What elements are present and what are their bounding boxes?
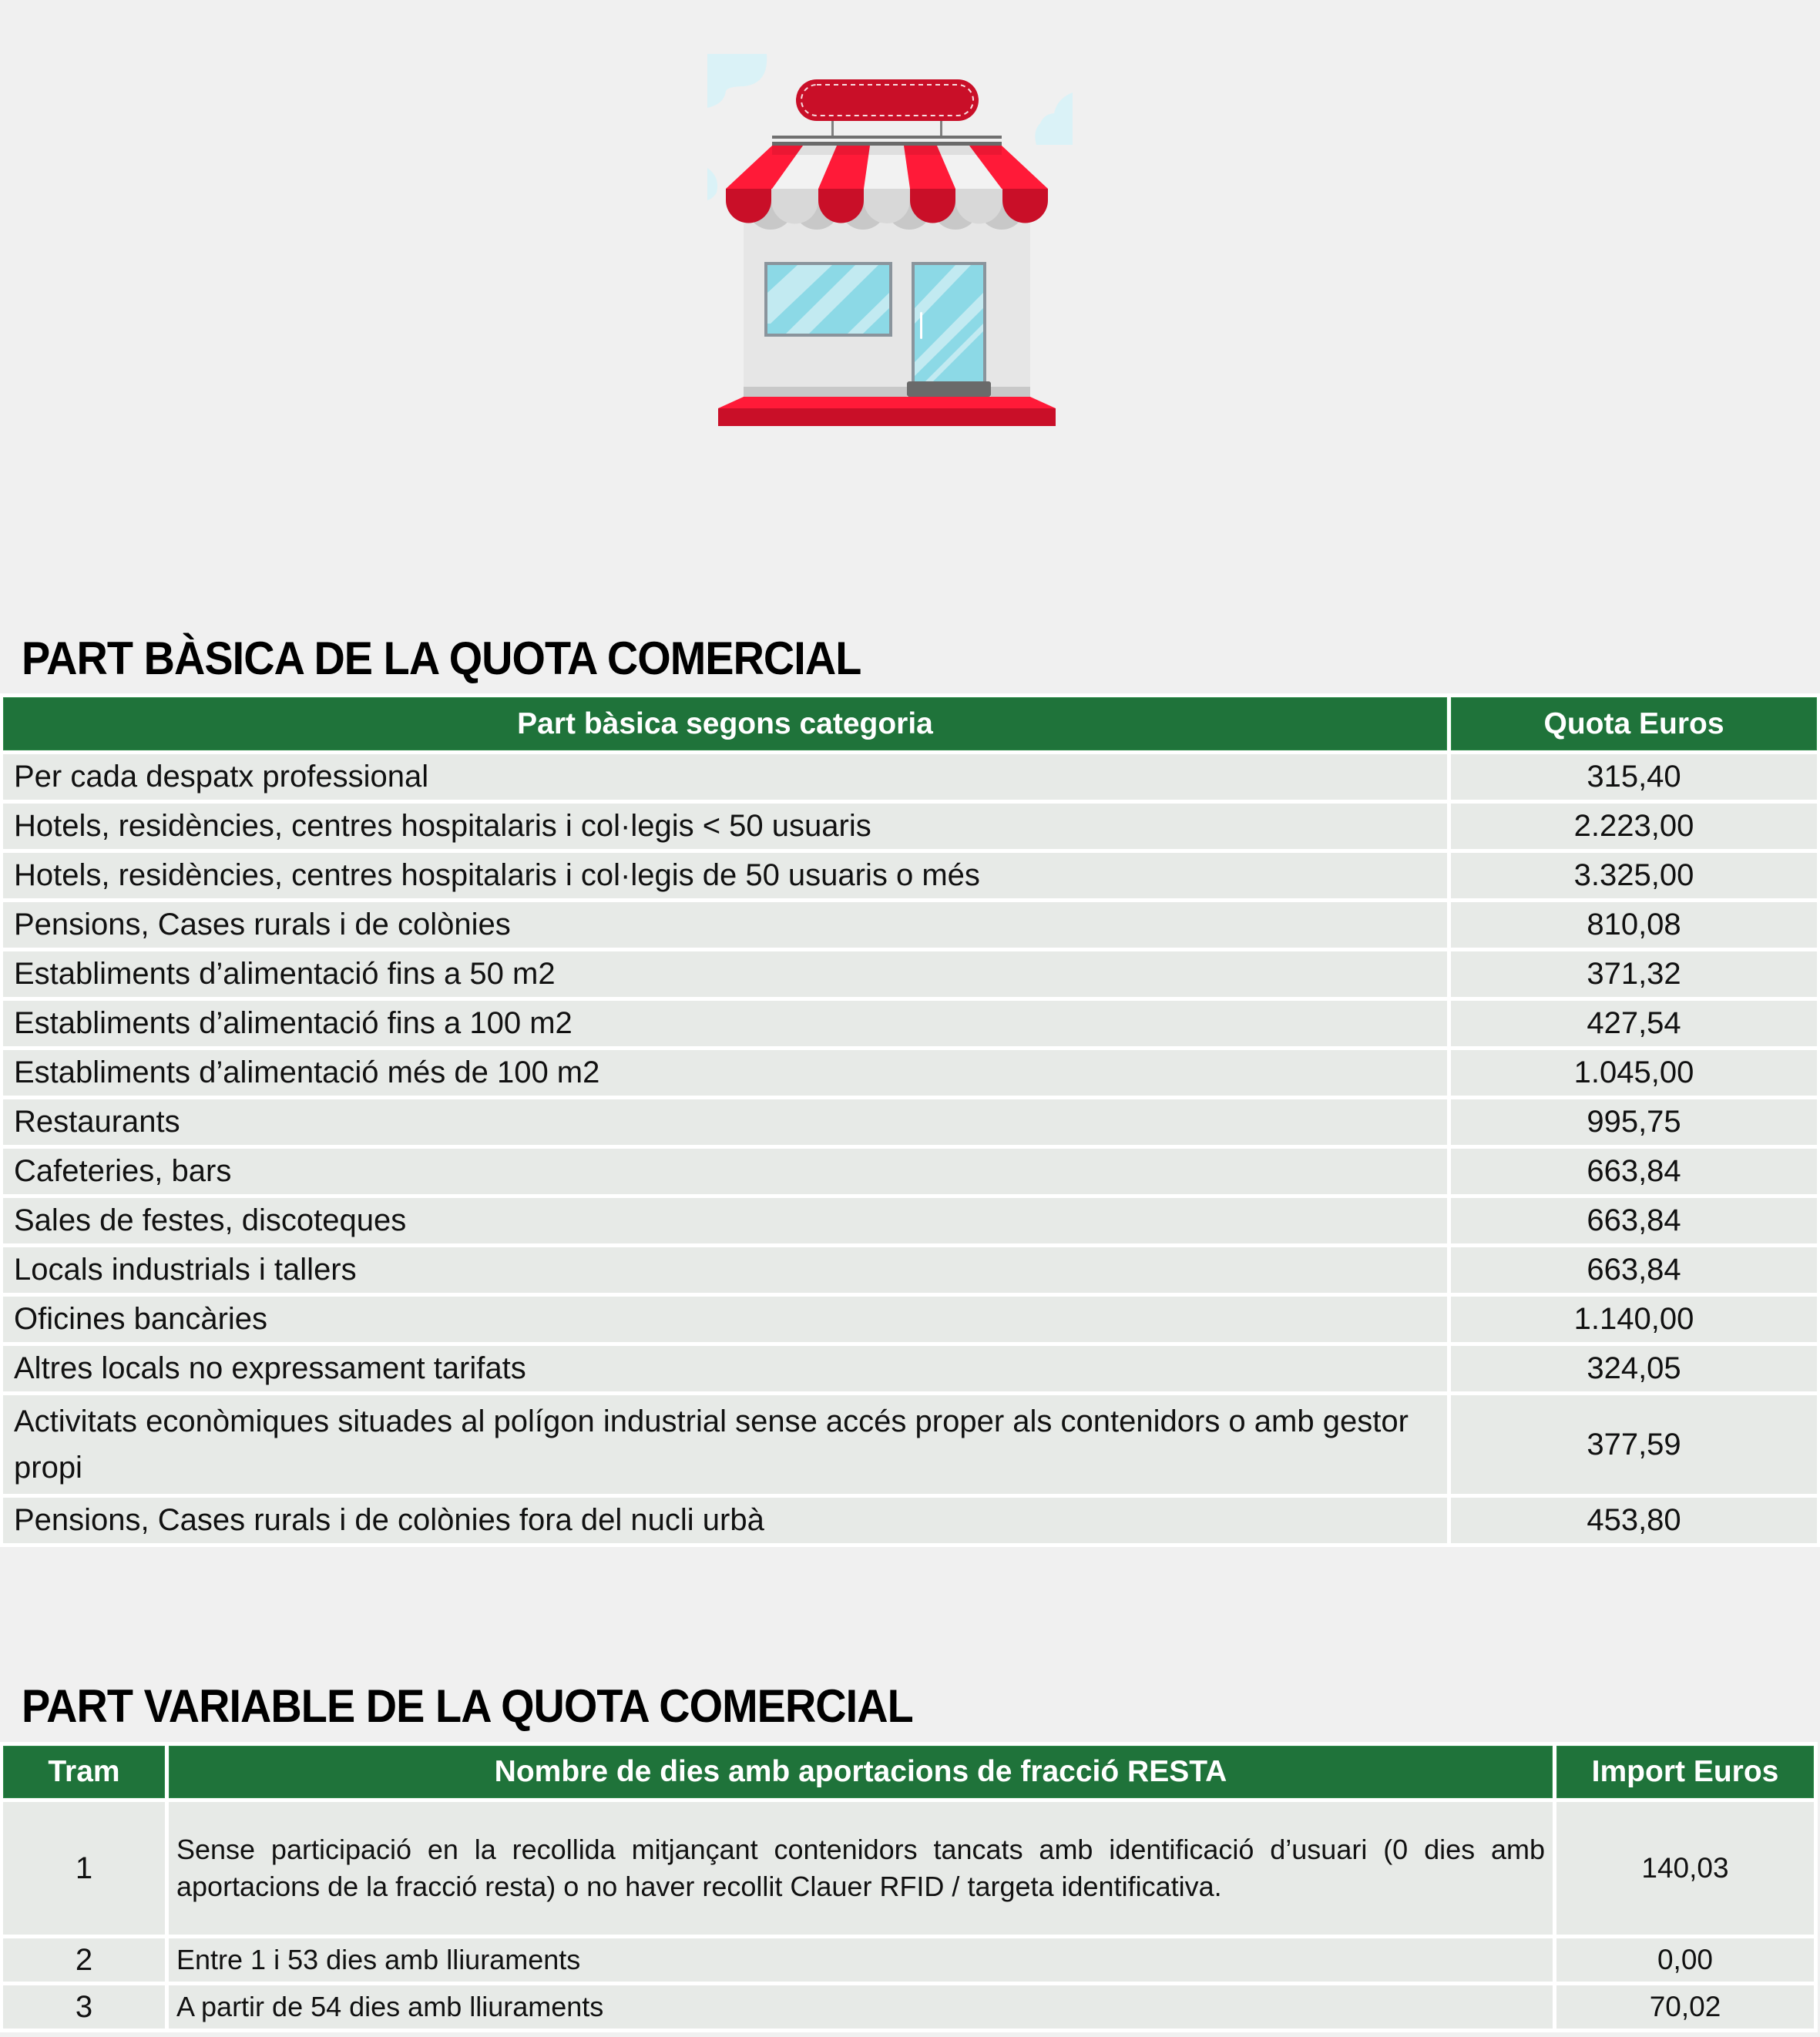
tram-cell: 2 (3, 1938, 165, 1982)
amount-cell: 140,03 (1556, 1802, 1814, 1935)
shop-door (907, 262, 991, 397)
amount-cell: 324,05 (1451, 1346, 1817, 1391)
tram-cell: 1 (3, 1802, 165, 1935)
category-cell: Altres locals no expressament tarifats (3, 1346, 1447, 1391)
amount-cell: 3.325,00 (1451, 853, 1817, 898)
tram-cell: 3 (3, 1985, 165, 2029)
shop-sign (796, 79, 979, 137)
column-header-category: Part bàsica segons categoria (3, 697, 1447, 750)
store-base (718, 397, 1056, 426)
category-cell: Hotels, residències, centres hospitalaris i col·legis de 50 usuaris o més (3, 853, 1447, 898)
category-cell: Cafeteries, bars (3, 1149, 1447, 1194)
table-header-row (3, 1746, 1814, 1798)
amount-cell: 2.223,00 (1451, 804, 1817, 849)
amount-cell: 663,84 (1451, 1198, 1817, 1243)
storefront-illustration (0, 0, 1820, 555)
category-cell: Sales de festes, discoteques (3, 1198, 1447, 1243)
description-cell: A partir de 54 dies amb lliuraments (169, 1985, 1553, 2029)
table-row (3, 1985, 1814, 2029)
amount-cell: 663,84 (1451, 1149, 1817, 1194)
amount-cell: 453,80 (1451, 1498, 1817, 1543)
amount-cell: 995,75 (1451, 1099, 1817, 1145)
basic-fee-table (0, 693, 1820, 1547)
amount-cell: 1.140,00 (1451, 1297, 1817, 1342)
amount-cell: 371,32 (1451, 951, 1817, 997)
amount-cell: 427,54 (1451, 1001, 1817, 1046)
amount-cell: 810,08 (1451, 902, 1817, 948)
category-cell: Oficines bancàries (3, 1297, 1447, 1342)
table-row (3, 951, 1817, 997)
cloud-right (1035, 92, 1073, 145)
description-cell: Entre 1 i 53 dies amb lliuraments (169, 1938, 1553, 1982)
amount-cell: 70,02 (1556, 1985, 1814, 2029)
table-row (3, 1297, 1817, 1342)
shop-window (764, 262, 892, 337)
category-cell: Establiments d’alimentació més de 100 m2 (3, 1050, 1447, 1096)
table-row (3, 1149, 1817, 1194)
category-cell: Locals industrials i tallers (3, 1247, 1447, 1293)
table-row (3, 853, 1817, 898)
variable-section-title: PART VARIABLE DE LA QUOTA COMERCIAL (22, 1680, 913, 1732)
category-cell: Activitats econòmiques situades al polígon industrial sense accés proper als contenidors o amb gestor propi (3, 1395, 1447, 1494)
table-header-row (3, 697, 1817, 750)
column-header-days: Nombre de dies amb aportacions de fracció RESTA (169, 1746, 1553, 1798)
category-cell: Hotels, residències, centres hospitalaris i col·legis < 50 usuaris (3, 804, 1447, 849)
variable-fee-table (0, 1742, 1818, 2032)
amount-cell: 315,40 (1451, 754, 1817, 800)
category-cell: Pensions, Cases rurals i de colònies (3, 902, 1447, 948)
description-cell: Sense participació en la recollida mitjançant contenidors tancats amb identificació d’usuari (0 dies amb aportacions de la fracció resta) o no haver recollit Clauer RFID / targeta identificativa. (169, 1802, 1553, 1935)
amount-cell: 1.045,00 (1451, 1050, 1817, 1096)
table-row (3, 1050, 1817, 1096)
column-header-tram: Tram (3, 1746, 165, 1798)
table-row (3, 1099, 1817, 1145)
table-row (3, 1802, 1814, 1935)
column-header-amount: Quota Euros (1451, 697, 1817, 750)
amount-cell: 0,00 (1556, 1938, 1814, 1982)
category-cell: Pensions, Cases rurals i de colònies fora del nucli urbà (3, 1498, 1447, 1543)
table-row (3, 1395, 1817, 1494)
table-row (3, 754, 1817, 800)
category-cell: Restaurants (3, 1099, 1447, 1145)
column-header-amount: Import Euros (1556, 1746, 1814, 1798)
table-row (3, 1346, 1817, 1391)
category-cell: Establiments d’alimentació fins a 100 m2 (3, 1001, 1447, 1046)
basic-section-title: PART BÀSICA DE LA QUOTA COMERCIAL (22, 633, 861, 684)
table-row (3, 902, 1817, 948)
table-row (3, 1498, 1817, 1543)
table-row (3, 804, 1817, 849)
amount-cell: 377,59 (1451, 1395, 1817, 1494)
amount-cell: 663,84 (1451, 1247, 1817, 1293)
category-cell: Per cada despatx professional (3, 754, 1447, 800)
table-row (3, 1001, 1817, 1046)
table-row (3, 1247, 1817, 1293)
table-row (3, 1938, 1814, 1982)
table-row (3, 1198, 1817, 1243)
category-cell: Establiments d’alimentació fins a 50 m2 (3, 951, 1447, 997)
